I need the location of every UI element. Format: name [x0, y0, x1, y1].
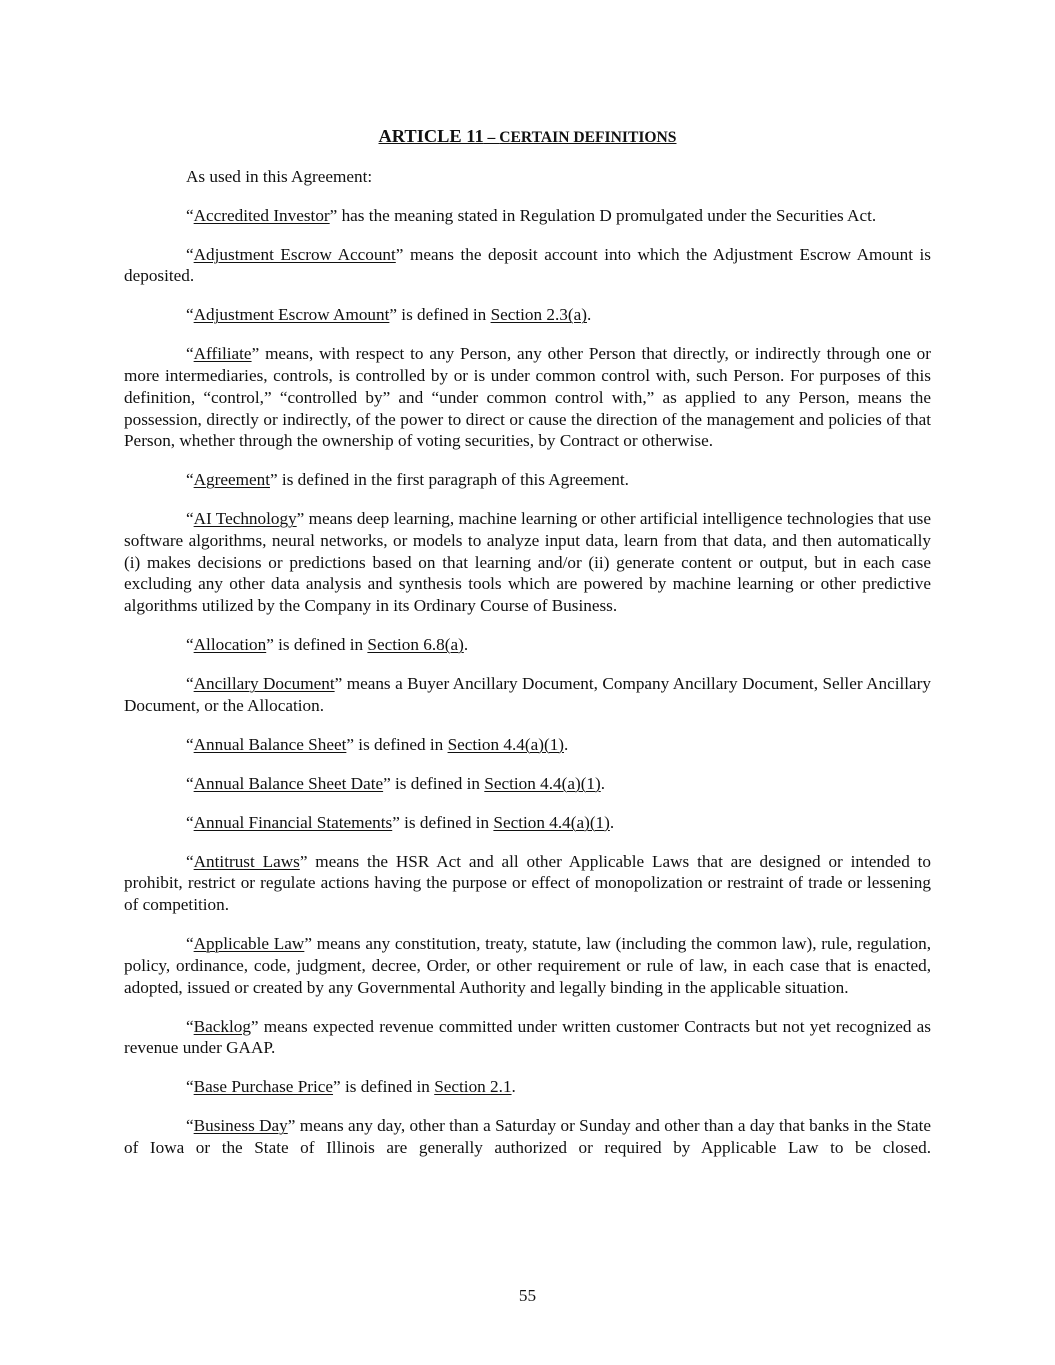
article-number: ARTICLE 11	[378, 126, 484, 146]
definition-paragraph	[124, 205, 931, 227]
open-quote: “	[186, 205, 194, 225]
section-reference: Section 4.4(a)(1)	[484, 773, 601, 793]
definition-text: ” is defined in	[333, 1077, 435, 1097]
definition-text: ” is defined in	[383, 773, 485, 793]
definition-text: ” means the HSR Act and all other Applicable Laws that are designed or intended to prohibit, restrict or regulate actions having the purpose or effect of monopolization or restraint of trade or lessening of competition.	[124, 851, 931, 915]
definition-end: .	[511, 1077, 516, 1097]
definition-end: .	[564, 734, 569, 754]
definition-text: ” is defined in	[346, 734, 448, 754]
open-quote: “	[186, 1016, 194, 1036]
definition-end: .	[463, 635, 469, 655]
section-reference: Section 6.8(a)	[367, 635, 464, 655]
definition-text: ” means the deposit account into which the Adjustment Escrow Amount is deposited.	[124, 244, 931, 286]
definition-text: ” means expected revenue committed under written customer Contracts but not yet recognized as revenue under GAAP.	[124, 1016, 931, 1058]
defined-term: Accredited Investor	[193, 205, 330, 225]
definition-paragraph	[124, 1016, 931, 1059]
defined-term: Business Day	[193, 1116, 288, 1136]
definition-text: ” is defined in	[266, 635, 368, 655]
definition-paragraph	[124, 933, 931, 998]
definition-paragraph	[124, 812, 931, 834]
open-quote: “	[186, 1116, 194, 1136]
definition-paragraph	[124, 304, 931, 326]
definition-paragraph	[124, 244, 931, 287]
definition-paragraph	[124, 851, 931, 916]
open-quote: “	[186, 305, 194, 325]
open-quote: “	[186, 509, 194, 529]
defined-term: Annual Financial Statements	[193, 812, 393, 832]
article-title: CERTAIN DEFINITIONS	[499, 129, 677, 146]
defined-term: Allocation	[193, 635, 267, 655]
definition-text: ” means deep learning, machine learning or other artificial intelligence technologies that use software algorithms, neural networks, or models to analyze input data, learn from that data, and then automatically (i) makes decisions or predictions based on that learning and/or (ii) generate content or output, but in each case excluding any other data analysis and synthesis tools which are powered by machine learning or other predictive algorithms utilized by the Company in its Ordinary Course of Business.	[124, 509, 931, 616]
definition-paragraph	[124, 673, 931, 716]
open-quote: “	[186, 734, 194, 754]
defined-term: Backlog	[193, 1016, 251, 1036]
open-quote: “	[186, 674, 194, 694]
open-quote: “	[186, 812, 194, 832]
definition-paragraph	[124, 469, 931, 491]
definition-paragraph	[124, 343, 931, 452]
definition-paragraph	[124, 1115, 931, 1158]
definition-text: ” means any day, other than a Saturday or Sunday and other than a day that banks in the State of Iowa or the State of Illinois are generally authorized or required by Applicable Law to be closed.	[124, 1116, 931, 1157]
open-quote: “	[186, 244, 194, 264]
definition-paragraph	[124, 508, 931, 617]
open-quote: “	[186, 773, 194, 793]
definition-paragraph	[124, 1076, 931, 1098]
page-number: 55	[518, 1286, 537, 1305]
definitions-list	[124, 205, 931, 1159]
defined-term: Applicable Law	[193, 934, 305, 954]
definition-end: .	[609, 812, 615, 832]
open-quote: “	[186, 851, 194, 871]
definition-text: ” is defined in	[389, 305, 491, 325]
section-reference: Section 4.4(a)(1)	[493, 812, 610, 832]
defined-term: Antitrust Laws	[193, 851, 300, 871]
defined-term: Adjustment Escrow Account	[193, 244, 396, 264]
section-reference: Section 2.3(a)	[490, 305, 587, 325]
open-quote: “	[186, 934, 194, 954]
definition-paragraph	[124, 773, 931, 795]
definition-end: .	[586, 305, 592, 325]
intro-text: As used in this Agreement:	[186, 166, 373, 186]
definition-end: .	[600, 773, 606, 793]
definition-text: ” is defined in	[392, 812, 494, 832]
section-reference: Section 4.4(a)(1)	[447, 734, 565, 754]
definition-text: ” has the meaning stated in Regulation D promulgated under the Securities Act.	[329, 205, 877, 225]
definition-text: ” is defined in the first paragraph of this Agreement.	[270, 470, 629, 490]
article-heading	[124, 126, 931, 149]
defined-term: AI Technology	[193, 509, 297, 529]
defined-term: Annual Balance Sheet	[193, 734, 347, 754]
open-quote: “	[186, 635, 194, 655]
defined-term: Annual Balance Sheet Date	[193, 773, 384, 793]
section-reference: Section 2.1	[434, 1077, 512, 1097]
heading-separator: –	[483, 129, 500, 146]
defined-term: Agreement	[193, 470, 270, 490]
defined-term: Adjustment Escrow Amount	[193, 305, 390, 325]
open-quote: “	[186, 470, 194, 490]
definition-text: ” means, with respect to any Person, any other Person that directly, or indirectly through one or more intermediaries, controls, is controlled by or is under common control with, such Person. For purposes of this definition, “control,” “controlled by” and “under common control with,” as applied to any Person, means the possession, directly or indirectly, of the power to direct or cause the direction of the management and policies of that Person, whether through the ownership of voting securities, by Contract or otherwise.	[124, 344, 931, 451]
defined-term: Base Purchase Price	[193, 1077, 334, 1097]
definition-paragraph	[124, 734, 931, 756]
definition-paragraph	[124, 634, 931, 656]
definition-text: ” means any constitution, treaty, statute, law (including the common law), rule, regulation, policy, ordinance, code, judgment, decree, Order, or other requirement or rule of law, in each case that is enacted, adopted, issued or created by any Governmental Authority and legally binding in the applicable situation.	[124, 934, 931, 997]
open-quote: “	[186, 344, 194, 364]
definition-text: ” means a Buyer Ancillary Document, Company Ancillary Document, Seller Ancillary Document, or the Allocation.	[124, 674, 931, 715]
defined-term: Affiliate	[193, 344, 252, 364]
defined-term: Ancillary Document	[193, 674, 335, 694]
open-quote: “	[186, 1077, 194, 1097]
document-page	[124, 126, 931, 1176]
